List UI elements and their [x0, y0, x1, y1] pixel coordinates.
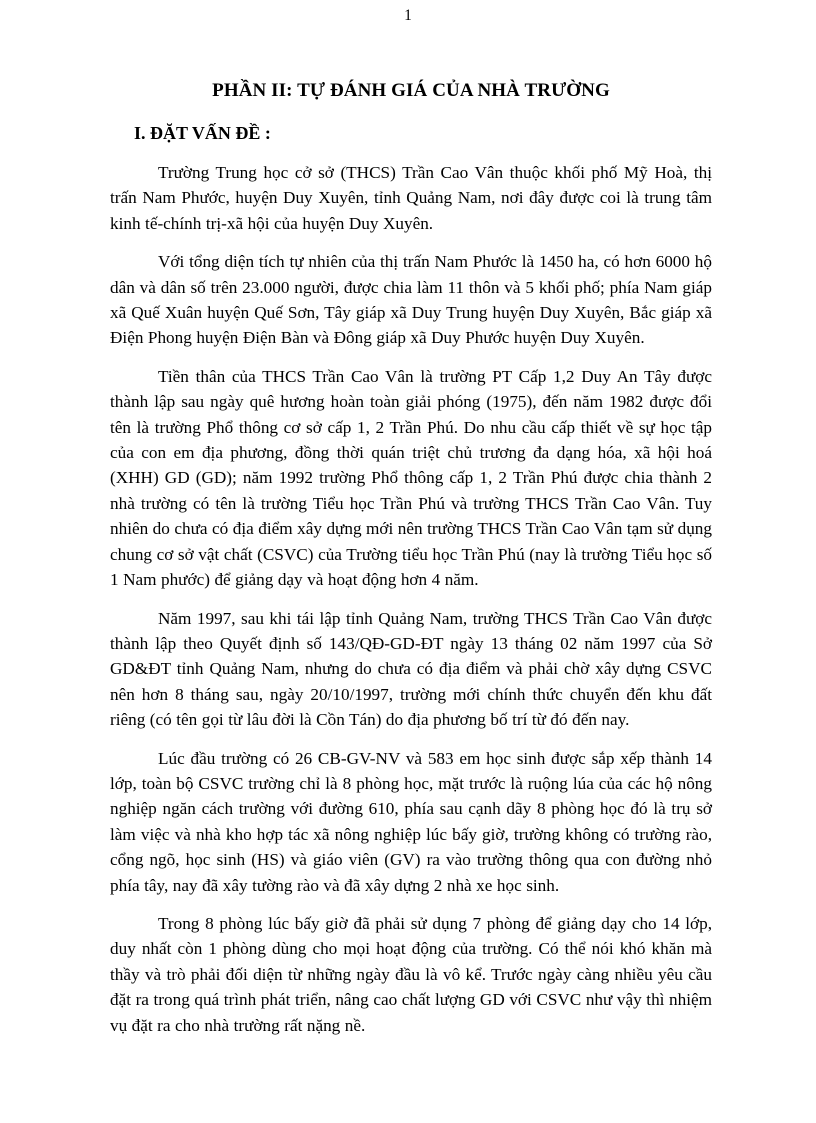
document-body — [110, 78, 712, 1038]
paragraph: Lúc đầu trường có 26 CB-GV-NV và 583 em học sinh được sắp xếp thành 14 lớp, toàn bộ CSVC trường chỉ là 8 phòng học, mặt trước là ruộng lúa của các hộ nông nghiệp ngăn cách trường với đường 610, phía sau cạnh dãy 8 phòng học đó là trụ sở làm việc và nhà kho hợp tác xã nông nghiệp lúc bấy giờ, trường không có trường rào, cổng ngõ, học sinh (HS) và giáo viên (GV) ra vào trường thông qua con đường nhỏ phía tây, nay đã xây tường rào và đã xây dựng 2 nhà xe học sinh. — [110, 748, 712, 895]
paragraph: Trong 8 phòng lúc bấy giờ đã phải sử dụng 7 phòng để giảng dạy cho 14 lớp, duy nhất còn 1 phòng dùng cho mọi hoạt động của trường. Có thể nói khó khăn mà thầy và trò phải đối diện từ những ngày đầu là vô kể. Trước ngày càng nhiều yêu cầu đặt ra trong quá trình phát triển, nâng cao chất lượng GD với CSVC như vậy thì nhiệm vụ đặt ra cho nhà trường rất nặng nề. — [110, 913, 712, 1035]
paragraph: Tiền thân của THCS Trần Cao Vân là trường PT Cấp 1,2 Duy An Tây được thành lập sau ngày quê hương hoàn toàn giải phóng (1975), đến năm 1982 được đổi tên là trường Phổ thông cơ sở cấp 1, 2 Trần Phú. Do nhu cầu cấp thiết về sự học tập của con em địa phương, đồng thời quán triệt chủ trương đa dạng hóa, xã hội hoá (XHH) GD (GD); năm 1992 trường Phổ thông cấp 1, 2 Trần Phú được chia thành 2 nhà trường có tên là trường Tiểu học Trần Phú và trường THCS Trần Cao Vân. Tuy nhiên do chưa có địa điểm xây dựng mới nên trường THCS Trần Cao Vân tạm sử dụng chung cơ sở vật chất (CSVC) của Trường tiểu học Trần Phú (nay là trường Tiểu học số 1 Nam phước) để giảng dạy và hoạt động hơn 4 năm. — [110, 366, 712, 590]
paragraph: Trường Trung học cở sở (THCS) Trần Cao Vân thuộc khối phố Mỹ Hoà, thị trấn Nam Phước, huyện Duy Xuyên, tỉnh Quảng Nam, nơi đây được coi là trung tâm kinh tế-chính trị-xã hội của huyện Duy Xuyên. — [110, 163, 712, 233]
document-title: PHẦN II: TỰ ĐÁNH GIÁ CỦA NHÀ TRƯỜNG — [212, 80, 610, 101]
page-number: 1 — [404, 7, 412, 24]
paragraph: Năm 1997, sau khi tái lập tỉnh Quảng Nam, trường THCS Trần Cao Vân được thành lập theo Quyết định số 143/QĐ-GD-ĐT ngày 13 tháng 02 năm 1997 của Sở GD&ĐT tỉnh Quảng Nam, nhưng do chưa có địa điểm và phải chờ xây dựng CSVC nên hơn 8 tháng sau, ngày 20/10/1997, trường mới chính thức chuyển đến khu đất riêng (có tên gọi từ lâu đời là Cồn Tán) do địa phương bố trí từ đó đến nay. — [110, 608, 712, 730]
section-heading-dat-van-de: I. ĐẶT VẤN ĐỀ : — [134, 123, 271, 143]
paragraph: Với tổng diện tích tự nhiên của thị trấn Nam Phước là 1450 ha, có hơn 6000 hộ dân và dân số trên 23.000 người, được chia làm 11 thôn và 5 khối phố; phía Nam giáp xã Quế Xuân huyện Quế Sơn, Tây giáp xã Duy Trung huyện Duy Xuyên, Bắc giáp xã Điện Phong huyện Điện Bàn và Đông giáp xã Duy Phước huyện Duy Xuyên. — [110, 252, 712, 348]
